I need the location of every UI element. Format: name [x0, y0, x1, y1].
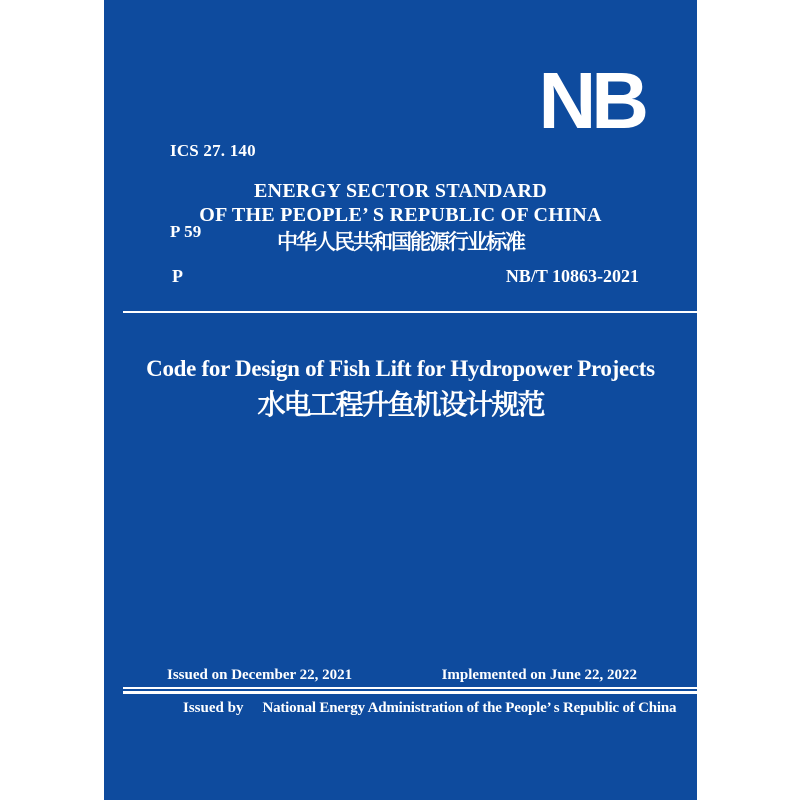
issued-by-label: Issued by: [183, 700, 244, 716]
standard-name-en-line1: ENERGY SECTOR STANDARD: [254, 180, 547, 202]
footer-divider-double-line: [123, 687, 697, 694]
standard-number: NB/T 10863-2021: [505, 266, 639, 286]
title-chinese: 水电工程升鱼机设计规范: [257, 390, 544, 421]
classification-code: P 59: [170, 222, 202, 241]
standard-name-block: [104, 179, 697, 256]
standard-cover: [104, 0, 697, 800]
ics-code: ICS 27. 140: [170, 141, 256, 160]
standard-name-en-line2: OF THE PEOPLE’ S REPUBLIC OF CHINA: [199, 204, 602, 226]
doc-class-letter: P: [172, 266, 183, 286]
issuing-agency: National Energy Administration of the People’ s Republic of China: [262, 700, 677, 716]
footer-divider-thick-line: [123, 691, 697, 694]
title-english: Code for Design of Fish Lift for Hydropower Projects: [146, 356, 655, 381]
header-divider-line: [123, 311, 697, 313]
document-class-row: [172, 265, 639, 287]
dates-row: [167, 666, 637, 684]
standard-name-zh: 中华人民共和国能源行业标准: [277, 230, 524, 254]
implemented-date: Implemented on June 22, 2022: [441, 667, 637, 683]
nb-logo: NB: [538, 56, 644, 145]
issued-by-row: [183, 699, 676, 717]
issued-date: Issued on December 22, 2021: [167, 667, 353, 683]
